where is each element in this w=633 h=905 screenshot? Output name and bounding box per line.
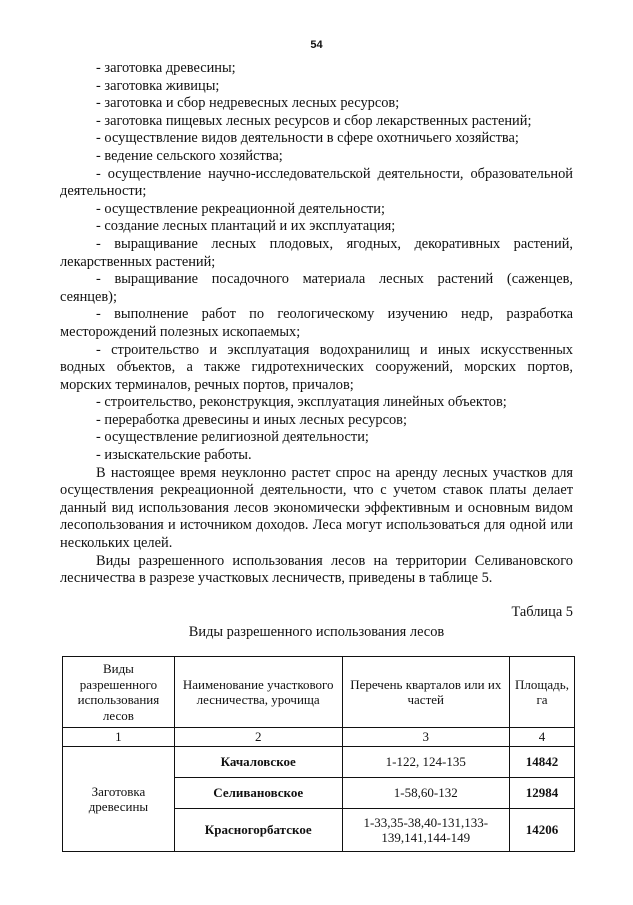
header-cell: Перечень кварталов или их частей bbox=[342, 657, 509, 728]
quarters-cell: 1-33,35-38,40-131,133-139,141,144-149 bbox=[342, 809, 509, 852]
list-item: - осуществление научно-исследовательской деятельности, образовательной деятельности; bbox=[60, 165, 573, 200]
permitted-uses-list bbox=[60, 60, 573, 465]
header-cell: Наименование участкового лесничества, урочища bbox=[174, 657, 342, 728]
list-item: - заготовка живицы; bbox=[96, 77, 220, 94]
area-cell: 12984 bbox=[509, 778, 574, 809]
permitted-uses-table bbox=[62, 656, 575, 852]
column-number-row bbox=[63, 728, 575, 747]
list-item: - осуществление рекреационной деятельности; bbox=[96, 200, 385, 217]
list-item: - переработка древесины и иных лесных ресурсов; bbox=[96, 411, 407, 428]
list-item: - заготовка пищевых лесных ресурсов и сбор лекарственных растений; bbox=[96, 112, 532, 129]
list-item: - заготовка и сбор недревесных лесных ресурсов; bbox=[96, 95, 400, 112]
list-item: - ведение сельского хозяйства; bbox=[96, 147, 283, 164]
list-item: - строительство и эксплуатация водохранилищ и иных искусственных водных объектов, а также гидротехнических сооружений, морских портов, морских терминалов, речных портов, причалов; bbox=[60, 341, 573, 393]
table-title: Виды разрешенного использования лесов bbox=[188, 624, 445, 640]
list-item: - выполнение работ по геологическому изучению недр, разработка месторождений полезных ископаемых; bbox=[60, 306, 573, 340]
list-item: - строительство, реконструкция, эксплуатация линейных объектов; bbox=[96, 394, 507, 411]
column-number: 3 bbox=[342, 728, 509, 747]
forestry-name-cell: Селивановское bbox=[174, 778, 342, 809]
list-item: - изыскательские работы. bbox=[96, 447, 252, 464]
area-cell: 14206 bbox=[509, 809, 574, 852]
paragraph-demand: В настоящее время неуклонно растет спрос на аренду лесных участков для осуществления рекреационной деятельности, что с учетом ставок платы делает данный вид использования лесов экономически эффективным и основным видом лесопользования и источником доходов. Леса могут использоваться для одной или нескольких целей. bbox=[60, 464, 573, 552]
list-item: - выращивание лесных плодовых, ягодных, декоративных растений, лекарственных растений; bbox=[60, 235, 573, 270]
table-row bbox=[63, 747, 575, 778]
use-type-cell: Заготовка древесины bbox=[63, 747, 175, 852]
column-number: 1 bbox=[63, 728, 175, 747]
table-header-row bbox=[63, 657, 575, 728]
quarters-cell: 1-122, 124-135 bbox=[342, 747, 509, 778]
list-item: - осуществление видов деятельности в сфере охотничьего хозяйства; bbox=[96, 130, 519, 147]
header-cell: Площадь, га bbox=[509, 657, 574, 728]
table-label: Таблица 5 bbox=[511, 604, 573, 620]
list-item: - осуществление религиозной деятельности; bbox=[96, 429, 369, 446]
area-cell: 14842 bbox=[509, 747, 574, 778]
list-item: - выращивание посадочного материала лесных растений (саженцев, сеянцев); bbox=[60, 271, 573, 305]
forestry-name-cell: Качаловское bbox=[174, 747, 342, 778]
column-number: 2 bbox=[174, 728, 342, 747]
column-number: 4 bbox=[509, 728, 574, 747]
forestry-name-cell: Красногорбатское bbox=[174, 809, 342, 852]
quarters-cell: 1-58,60-132 bbox=[342, 778, 509, 809]
body-text bbox=[60, 60, 573, 588]
paragraph-table-intro: Виды разрешенного использования лесов на территории Селивановского лесничества в разрезе участковых лесничеств, приведены в таблице 5. bbox=[60, 552, 573, 587]
list-item: - заготовка древесины; bbox=[96, 60, 236, 76]
list-item: - создание лесных плантаций и их эксплуатация; bbox=[96, 218, 396, 235]
header-cell: Виды разрешенного использования лесов bbox=[63, 657, 175, 728]
page-number: 54 bbox=[310, 39, 323, 51]
